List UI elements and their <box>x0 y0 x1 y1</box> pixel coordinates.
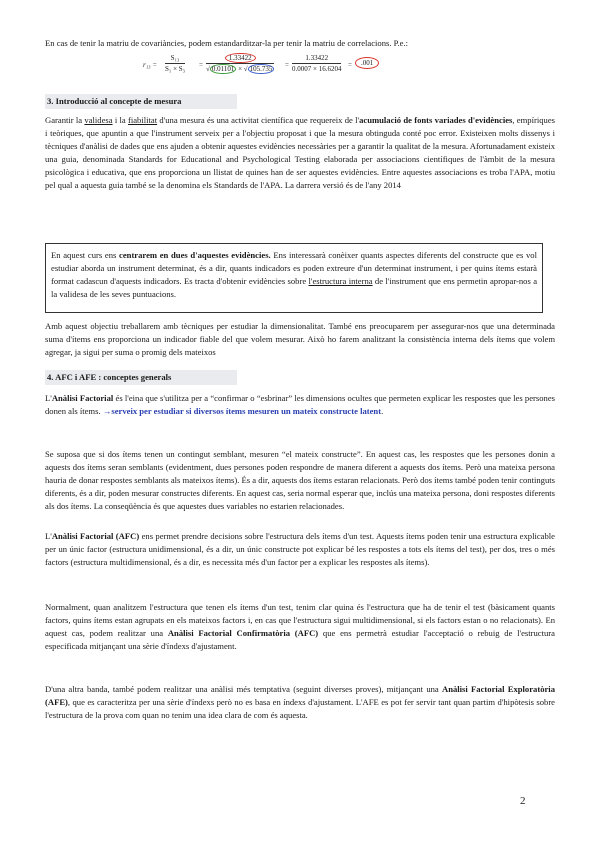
section-4-paragraph-1: L'Anàlisi Factorial és l'eina que s'utilitza per a “confirmar o “esbrinar” les dimensions ocultes que permeten explicar les respostes que les persones donen als ítems. →serveix per estudiar si diversos ítems mesuren un mateix constructe latent. <box>45 393 555 417</box>
section-4-heading: 4. AFC i AFE : conceptes generals <box>45 370 237 385</box>
formula-fraction-2: $\frac{1.33422}{√ 0.01101 \times √ 105.735}$ <box>206 54 273 73</box>
section-4-paragraph-4: Normalment, quan analitzem l'estructura que tenen els ítems d'un test, tenim clar quina és l'estructura que ha de tenir el test (bàsicament quants factors, quins ítems estan agrupats en els mateixos factors i, en cas que l'estructura sigui multidimensional, si els factors estan o no relacionats). En aquest cas, podem realitzar una Anàlisi Factorial Confirmatòria (AFC) que ens permetrà estudiar l'acceptació o rebuig de l'estructura especificada mitjançant una sèrie d'índexs d'ajustament. <box>45 602 555 652</box>
formula-lhs: r₁₃ = <box>143 61 158 69</box>
section-3-paragraph-2: Amb aquest objectiu treballarem amb tècniques per estudiar la dimensionalitat. També ens preocuparem per assegurar-nos que una determinada suma d'ítems ens proporciona un indicador fiable del que volem mesurar. Això ho farem analitzant la consistència interna dels ítems que volem agregar, ja sigui per suma o promig dels mateixos <box>45 321 555 358</box>
section-4-paragraph-2: Se suposa que si dos ítems tenen un contingut semblant, mesuren “el mateix constructe”. En aquest cas, les respostes que les persones donin a aquests dos ítems seran semblants (evidentment, dues persones poden respondre de manera diferent a aquests dos ítems. Però una mateixa persona hauria de donar respostes semblants als mateixos ítems). És a dir, aquests dos ítems estaran relacionats. Però dos ítems també poden tenir continguts diferents, és a dir, poden mesurar constructes diferents. En aquest cas, seria normal esperar que, inclús una mateixa persona, doni respostes diferents als dos ítems. La conseqüència és que aquestes dues variables no estarien relacionades. <box>45 449 555 512</box>
section-4-paragraph-5: D'una altra banda, també podem realitzar una anàlisi més temptativa (seguint diverses proves), mitjançant una Anàlisi Factorial Exploratòria (AFE), que es caracteritza per una sèrie d'índexs però no es basa en índexs d'ajustament. L'AFE es pot fer servir tant quan partim d'hipòtesis sobre l'estructura de la prova com quan no tenim una idea clara de com és aquesta. <box>45 684 555 721</box>
formula-fraction-3: $\frac{1.33422}{0.0007 \times 16.6204}$ <box>292 54 342 73</box>
page-number: 2 <box>520 795 526 807</box>
section-3-paragraph-1: Garantir la validesa i la fiabilitat d'una mesura és una activitat científica que requereix de l'acumulació de fonts variades d'evidències, empíriques i teòriques, que apuntin a que l'instrument serveix per a l'objectiu proposat i que la mesura obtinguda conté poc error. Existeixen molts dissenys i tècniques d'anàlisi de dades que ens ajuden a obtenir aquestes evidències necessàries per a garantir la qualitat de la mesura. Afortunadament existeix una guia, denominada Standards for Educational and Psychological Testing elaborada per associacions científiques de l'àmbit de la mesura psicològica i educativa, que ens proporciona un llistat de quines han de ser aquestes evidències. Entre aquestes associacions es troba l'APA, motiu pel qual a aquesta guia també se la denomina els Standards de l'APA. La darrera versió és de l'any 2014 <box>45 115 555 191</box>
section-4-paragraph-3: L'Anàlisi Factorial (AFC) ens permet prendre decisions sobre l'estructura dels ítems d'un test. Aquests ítems poden tenir una estructura explicable per un únic factor (estructura unidimensional, és a dir, un únic constructe pot explicar bé les respostes a tots els ítems del test), per dos, tres o més factors (estructura multidimensional, és a dir, es necessita més d'un factor per a explicar les respostes als ítems). <box>45 531 555 568</box>
correlation-formula: r₁₃ = $\frac{\text{S₁₃}}{\text{S₁ × S₃}}$ = $\frac{1.33422}{√ 0.01101 \times √ 105.735}$ = $\frac{1.33422}{0.0007 \times 16.6204}$ = .001 <box>143 53 388 77</box>
formula-result: .001 <box>355 57 379 69</box>
intro-paragraph: En cas de tenir la matriu de covariàncies, podem estandarditzar-la per tenir la matriu de correlacions. P.e.: <box>45 38 408 48</box>
highlight-box: En aquest curs ens centrarem en dues d'aquestes evidències. Ens interessarà conèixer quants aspectes diferents del constructe que es vol estudiar aborda un instrument determinat, és a dir, quants indicadors es poden extreure d'un determinat instrument, i per quins ítems estarà format cadascun d'aquests indicadors. Es tracta d'obtenir evidències sobre l'estructura interna de l'instrument que ens permetin apropar-nos a la validesa de les seves puntuacions. <box>45 243 543 313</box>
section-3-heading: 3. Introducció al concepte de mesura <box>45 94 237 109</box>
formula-fraction-1: $\frac{\text{S₁₃}}{\text{S₁ × S₃}}$ <box>165 54 186 73</box>
dimensions-link[interactable]: →serveix per estudiar si diversos ítems mesuren un mateix constructe latent <box>102 406 382 417</box>
